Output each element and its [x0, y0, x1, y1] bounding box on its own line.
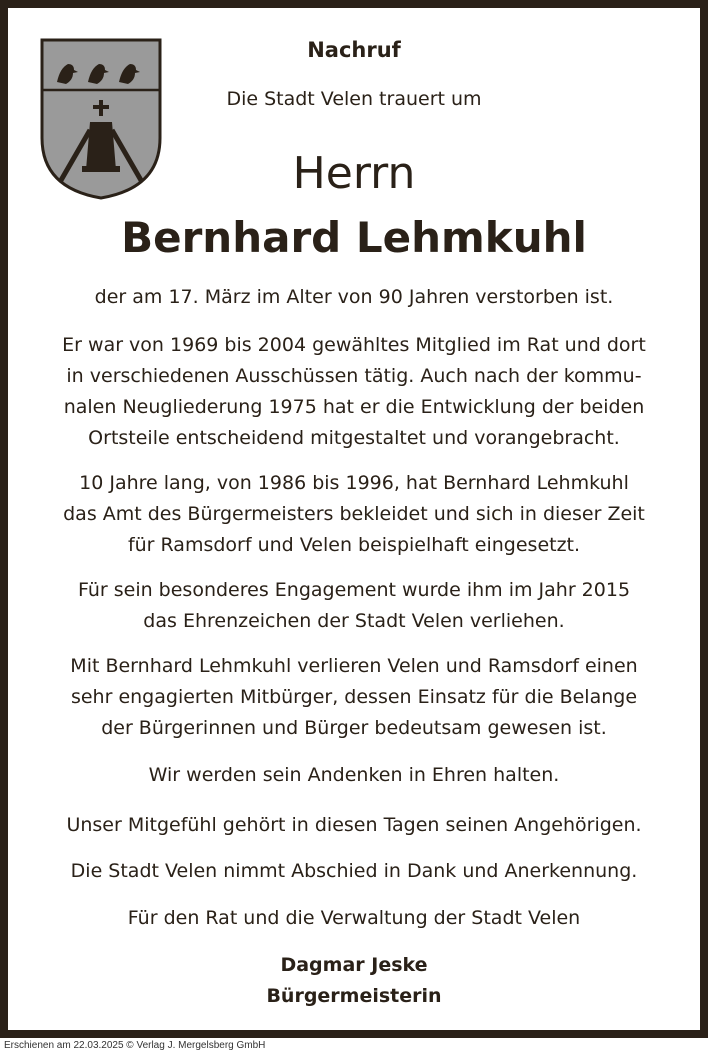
text-line: nalen Neugliederung 1975 hat er die Entwicklung der beiden [63, 396, 645, 418]
text-line: das Ehrenzeichen der Stadt Velen verliehen. [143, 610, 565, 632]
signer-title: Bürgermeisterin [266, 985, 442, 1007]
paragraph-6: Unser Mitgefühl gehört in diesen Tagen seinen Angehörigen. [66, 814, 642, 836]
text-line: Für sein besonderes Engagement wurde ihm im Jahr 2015 [77, 579, 631, 601]
signer-name: Dagmar Jeske [280, 954, 428, 976]
text-line: Mit Bernhard Lehmkuhl verlieren Velen und Ramsdorf einen [70, 655, 638, 677]
text-line: in verschiedenen Ausschüssen tätig. Auch nach der kommu- [66, 365, 642, 387]
text-line: 10 Jahre lang, von 1986 bis 1996, hat Bernhard Lehmkuhl [79, 472, 629, 494]
text-line: der Bürgerinnen und Bürger bedeutsam gewesen ist. [101, 717, 607, 739]
obituary-card [8, 8, 700, 1030]
text-line: sehr engagierten Mitbürger, dessen Einsatz für die Belange [70, 686, 638, 708]
paragraph-8: Für den Rat und die Verwaltung der Stadt Velen [127, 907, 581, 929]
salutation: Herrn [292, 148, 416, 199]
intro-line: Die Stadt Velen trauert um [226, 88, 482, 110]
death-line: der am 17. März im Alter von 90 Jahren verstorben ist. [94, 286, 614, 308]
text-line: Er war von 1969 bis 2004 gewähltes Mitglied im Rat und dort [62, 334, 646, 356]
paragraph-7: Die Stadt Velen nimmt Abschied in Dank und Anerkennung. [70, 860, 638, 882]
text-line: für Ramsdorf und Velen beispielhaft eingesetzt. [127, 534, 581, 556]
text-line: Ortsteile entscheidend mitgestaltet und vorangebracht. [88, 427, 620, 449]
text-line: das Amt des Bürgermeisters bekleidet und sich in dieser Zeit [63, 503, 645, 525]
deceased-name: Bernhard Lehmkuhl [121, 213, 587, 262]
notice-heading: Nachruf [307, 38, 401, 62]
publication-footer: Erschienen am 22.03.2025 © Verlag J. Mergelsberg GmbH [4, 1040, 266, 1051]
paragraph-5: Wir werden sein Andenken in Ehren halten. [148, 764, 560, 786]
